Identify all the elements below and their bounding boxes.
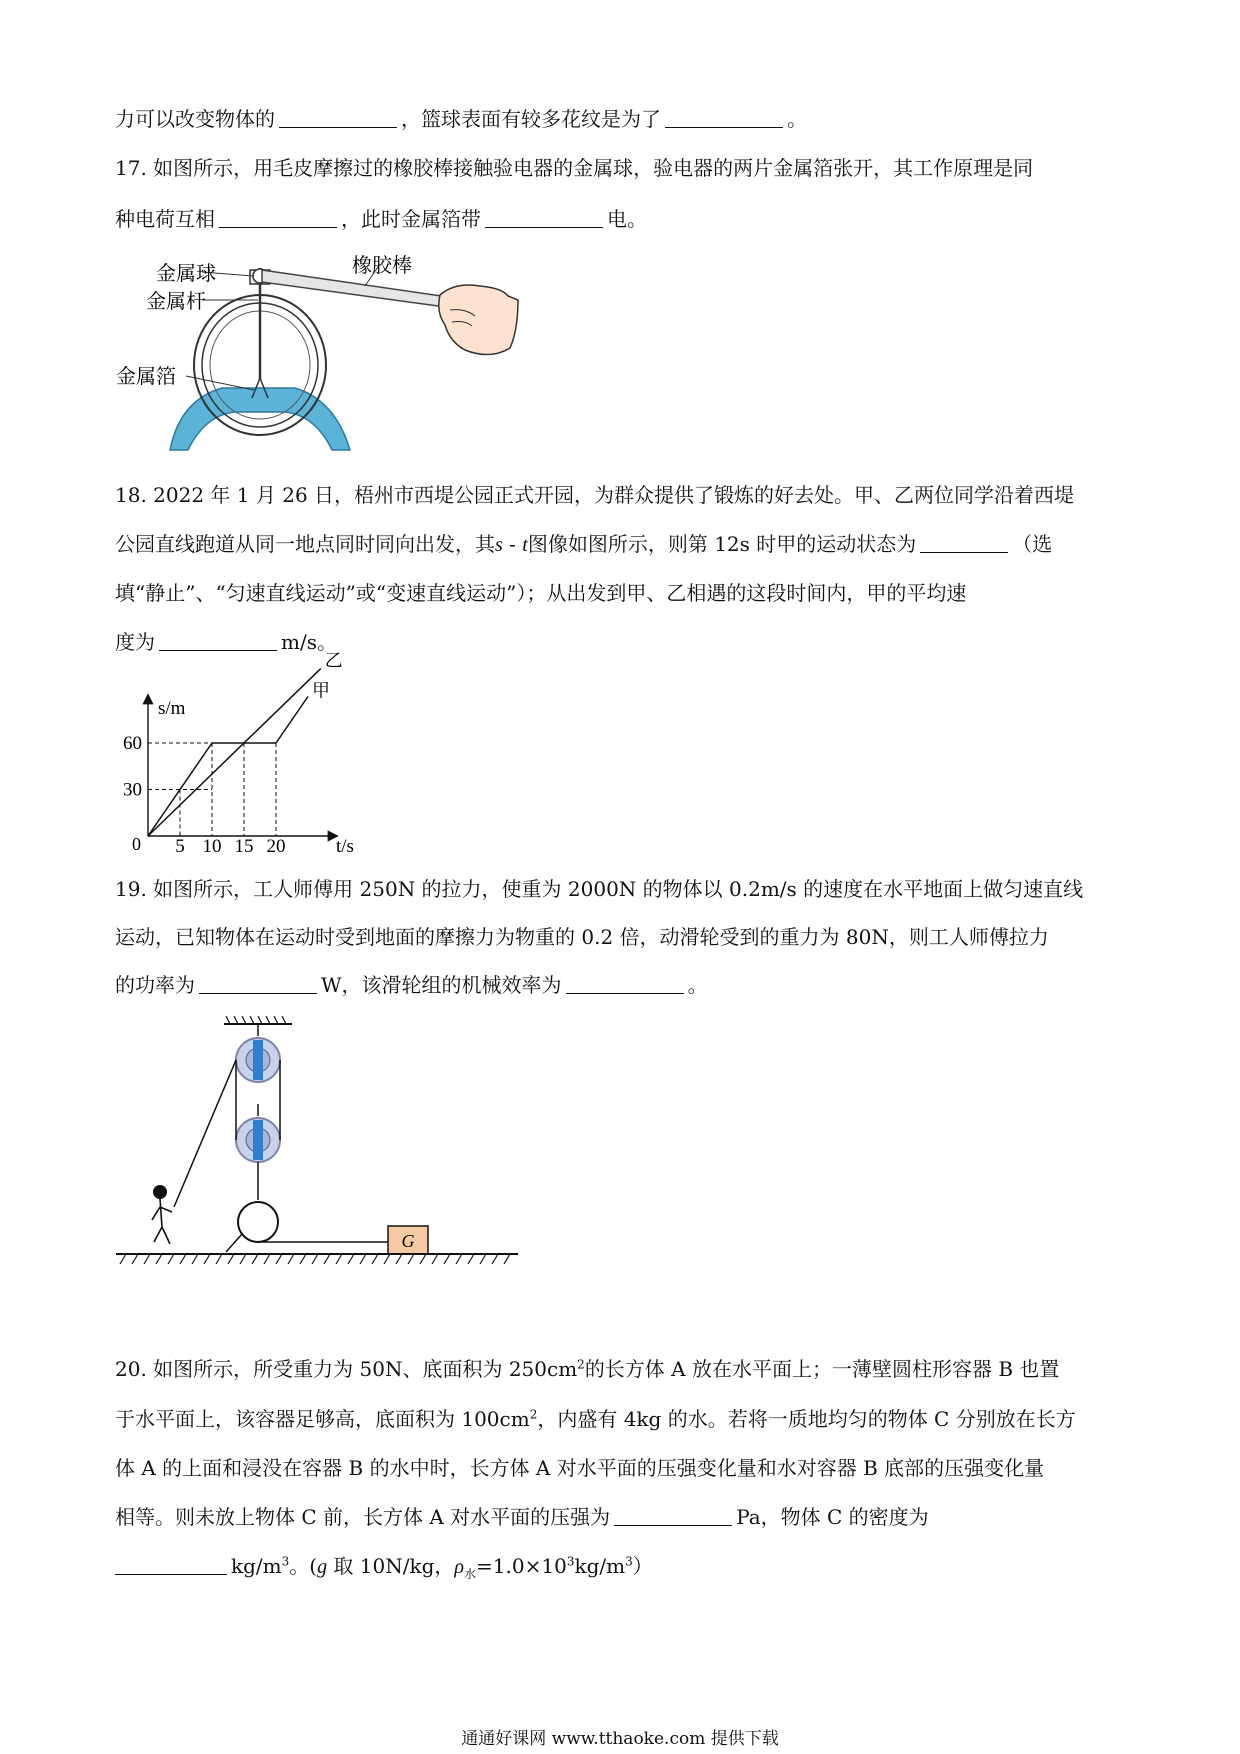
q20-line4 [115, 1504, 929, 1530]
q20-text: ，内盛有 4kg 的水。若将一质地均匀的物体 C 分别放在长方 [537, 1407, 1076, 1431]
label-rubber-rod: 橡胶棒 [352, 253, 412, 277]
q20-sup: 3 [566, 1554, 575, 1569]
q18-text-mid: 图像如图所示，则第 12s 时甲的运动状态为 [527, 532, 917, 556]
moving-pulley-bracket [253, 1120, 263, 1160]
q20-sup: 3 [281, 1554, 290, 1569]
worker-body [152, 1199, 172, 1244]
q20-sup: 3 [625, 1554, 633, 1569]
q18-var-t: t [522, 534, 528, 556]
x-tick-label: 15 [234, 836, 254, 857]
worker-head [153, 1185, 167, 1199]
q18-line2 [115, 531, 1052, 558]
q20-text: ） [632, 1554, 653, 1578]
q17-line1: 17. 如图所示，用毛皮摩擦过的橡胶棒接触验电器的金属球，验电器的两片金属箔张开，其工作原理是同 [115, 156, 1034, 180]
q16-text-pre: 力可以改变物体的 [115, 107, 275, 131]
q16-line [115, 106, 807, 132]
q20-text: =1.0×10 [476, 1554, 567, 1578]
q20-sup: 2 [577, 1357, 585, 1372]
q19-text-post: 。 [687, 973, 708, 997]
q20-text: kg/m [231, 1554, 282, 1578]
q17-text-mid: ，此时金属箔带 [341, 207, 481, 231]
label-metal-rod: 金属杆 [146, 289, 206, 313]
q18-text-post2: m/s。 [281, 630, 337, 654]
series-line-乙 [148, 669, 321, 836]
pulley-figure [112, 1012, 532, 1298]
q17-line2 [115, 206, 647, 232]
q20-var-g: g [317, 1556, 328, 1578]
st-chart [108, 650, 398, 857]
q20-text: 的长方体 A 放在水平面上；一薄壁圆柱形容器 B 也置 [584, 1357, 1060, 1381]
answer-blank[interactable] [115, 1556, 227, 1575]
chart-layer [123, 651, 343, 857]
q20-sub: 水 [464, 1567, 477, 1581]
q18-line4 [115, 629, 337, 655]
q20-text: 相等。则未放上物体 C 前，长方体 A 对水平面的压强为 [115, 1505, 611, 1529]
page-footer: 通通好课网 www.tthaoke.com 提供下载 [461, 1729, 779, 1749]
q20-text: 。( [289, 1554, 318, 1578]
hand [439, 285, 518, 354]
answer-blank[interactable] [199, 975, 317, 994]
q16-text-post: 。 [787, 107, 807, 131]
answer-blank[interactable] [159, 632, 277, 651]
q20-line1 [115, 1356, 1059, 1382]
y-axis-label: s/m [158, 698, 186, 719]
q20-line5 [115, 1553, 653, 1580]
q16-text-mid: ，篮球表面有较多花纹是为了 [401, 107, 661, 131]
label-metal-foil: 金属箔 [116, 364, 176, 388]
q18-var-s: s [495, 534, 503, 556]
ground-pulley [238, 1202, 278, 1242]
y-tick-label: 60 [123, 733, 142, 754]
q18-text-post: （选 [1012, 532, 1053, 556]
answer-blank[interactable] [614, 1507, 732, 1526]
q20-sup: 2 [529, 1407, 538, 1422]
answer-blank[interactable] [566, 975, 684, 994]
answer-blank[interactable] [219, 209, 337, 228]
ceiling-hatch [226, 1016, 286, 1024]
q20-text: 20. 如图所示，所受重力为 50N、底面积为 250cm [115, 1357, 578, 1381]
ground-hatch [120, 1254, 510, 1264]
x-axis-label: t/s [336, 836, 354, 857]
q20-text: kg/m [574, 1554, 626, 1578]
q19-line2: 运动，已知物体在运动时受到地面的摩擦力为物重的 0.2 倍，动滑轮受到的重力为 80N，则工人师傅拉力 [115, 925, 1049, 949]
y-tick-label: 30 [123, 779, 142, 801]
x-tick-label: 20 [266, 836, 286, 857]
answer-blank[interactable] [485, 209, 603, 228]
answer-blank[interactable] [665, 109, 783, 128]
origin-label: 0 [132, 834, 141, 854]
block-g-label: G [401, 1231, 415, 1251]
q19-line3 [115, 972, 708, 998]
answer-blank[interactable] [279, 109, 397, 128]
q18-line3: 填“静止”、“匀速直线运动”或“变速直线运动”）；从出发到甲、乙相遇的这段时间内，甲的平均速 [115, 581, 967, 605]
q20-line2 [115, 1406, 1076, 1432]
electroscope-figure [110, 250, 490, 465]
rope-to-worker [174, 1060, 236, 1207]
q20-var-rho: ρ [454, 1556, 465, 1578]
q19-line1: 19. 如图所示，工人师傅用 250N 的拉力，使重为 2000N 的物体以 0.2m/s 的速度在水平地面上做匀速直线 [115, 877, 1084, 901]
q20-text: Pa，物体 C 的密度为 [736, 1505, 929, 1529]
answer-blank[interactable] [920, 534, 1008, 553]
series-label: 乙 [324, 650, 343, 672]
q18-dash: - [502, 532, 523, 556]
label-metal-ball: 金属球 [156, 261, 216, 285]
q20-text: 取 10N/kg， [327, 1554, 455, 1578]
q17-text-post: 电。 [607, 207, 647, 231]
q18-line1: 18. 2022 年 1 月 26 日，梧州市西堤公园正式开园，为群众提供了锻炼的好去处。甲、乙两位同学沿着西堤 [115, 483, 1075, 507]
x-tick-label: 5 [175, 836, 185, 857]
series-label: 甲 [312, 680, 330, 702]
x-tick-label: 10 [202, 836, 222, 857]
q19-text-pre: 的功率为 [115, 973, 195, 997]
q20-text: 于水平面上，该容器足够高，底面积为 100cm [115, 1407, 530, 1431]
q17-text-pre: 种电荷互相 [115, 207, 215, 231]
ground-pulley-stand [226, 1234, 242, 1252]
q18-text-pre2: 度为 [115, 630, 155, 654]
q18-text-pre: 公园直线跑道从同一地点同时同向出发，其 [115, 532, 495, 556]
q20-line3: 体 A 的上面和浸没在容器 B 的水中时，长方体 A 对水平面的压强变化量和水对容器 B 底部的压强变化量 [115, 1456, 1045, 1480]
fixed-pulley-bracket [253, 1040, 263, 1080]
q19-text-mid: W，该滑轮组的机械效率为 [321, 973, 562, 997]
